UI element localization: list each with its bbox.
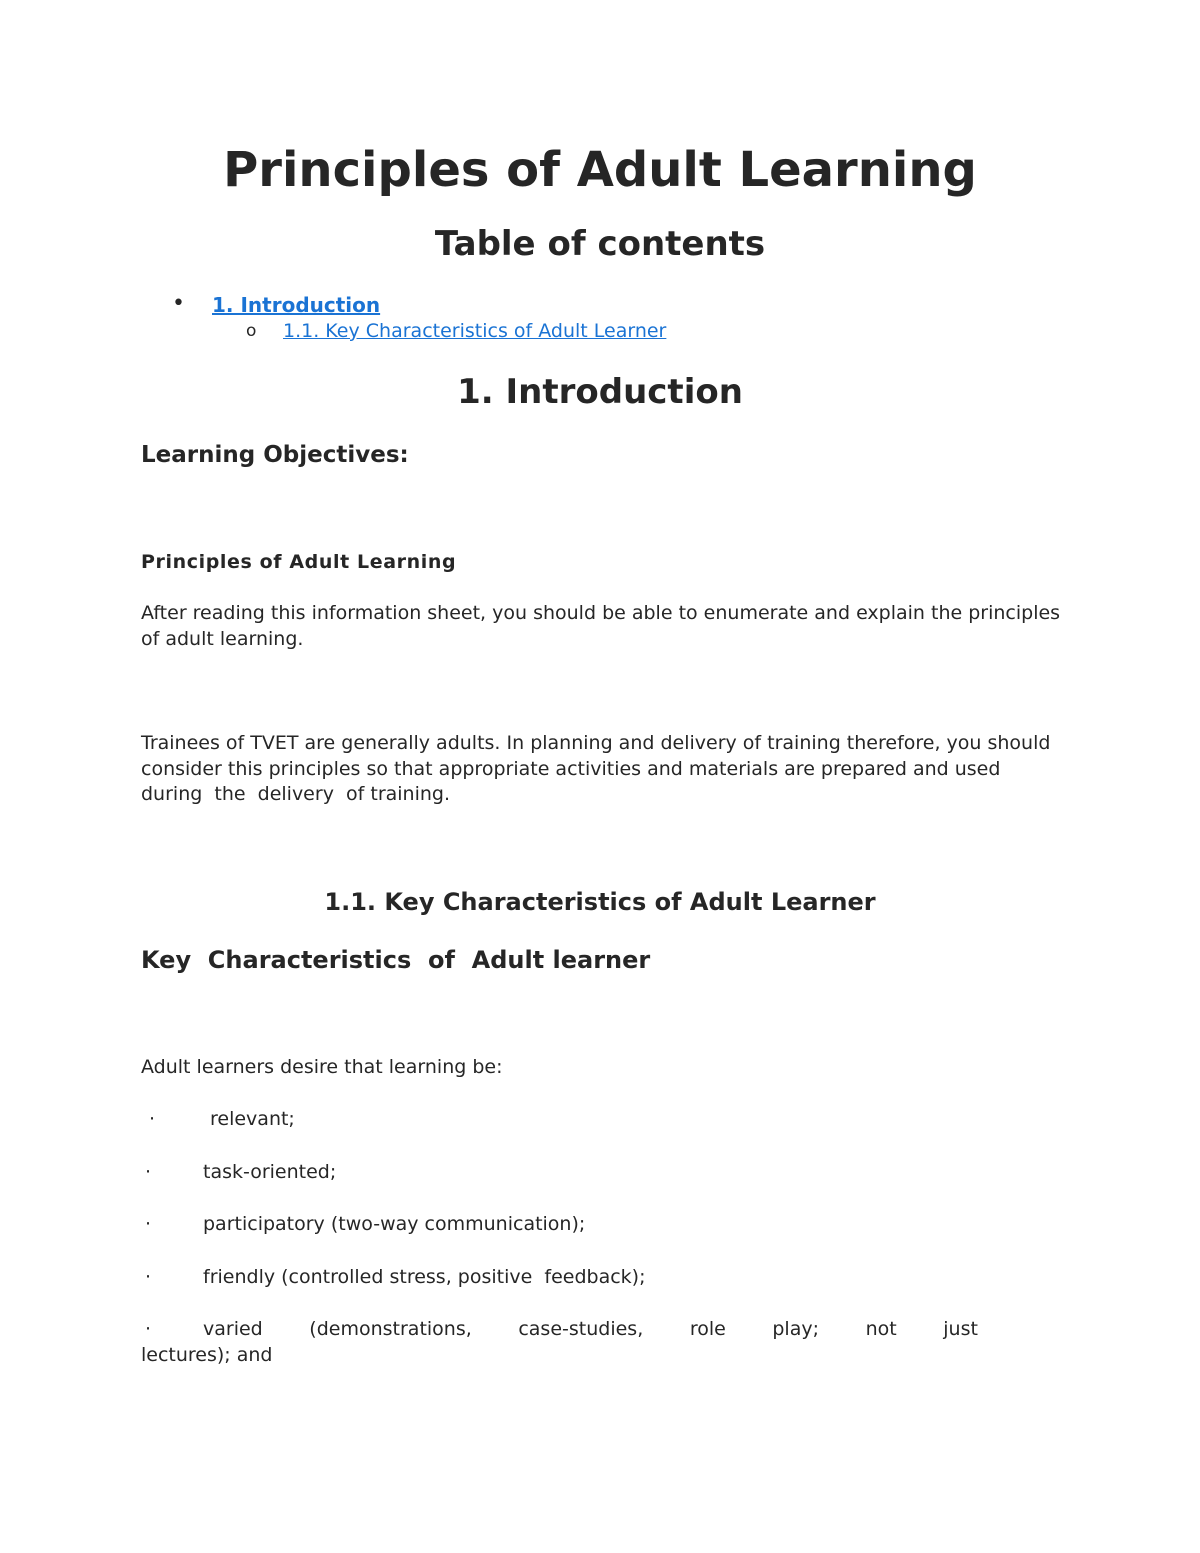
- word: case-studies,: [518, 1318, 644, 1340]
- bullet-icon: ·: [145, 1318, 152, 1340]
- list-item-text: participatory (two-way communication);: [203, 1213, 586, 1235]
- bullet-icon: ·: [149, 1108, 156, 1130]
- trainees-paragraph: Trainees of TVET are generally adults. In planning and delivery of training therefore, you should consider this principles so that appropriate activities and materials are prepared and used during the delivery of training.: [141, 732, 1057, 805]
- word: just: [943, 1318, 978, 1340]
- word: not: [865, 1318, 897, 1340]
- list-item-text-justified: [203, 1317, 978, 1342]
- word: (demonstrations,: [309, 1318, 472, 1340]
- toc-link-introduction[interactable]: 1. Introduction: [212, 293, 381, 317]
- bullet-icon: ·: [145, 1266, 152, 1288]
- objective-paragraph: After reading this information sheet, you should be able to enumerate and explain the principles of adult learning.: [141, 602, 1061, 650]
- list-item-text: relevant;: [210, 1108, 295, 1130]
- learning-objectives-heading: Learning Objectives:: [141, 442, 409, 468]
- bullet-icon: ·: [145, 1161, 152, 1183]
- word: play;: [772, 1318, 820, 1340]
- learners-desire-intro: Adult learners desire that learning be:: [141, 1056, 503, 1078]
- word: varied: [203, 1318, 263, 1340]
- section-heading-introduction: 1. Introduction: [457, 372, 743, 412]
- toc-link-key-characteristics[interactable]: 1.1. Key Characteristics of Adult Learner: [283, 320, 667, 342]
- toc-heading: Table of contents: [434, 224, 766, 264]
- principles-heading: Principles of Adult Learning: [141, 551, 457, 573]
- word: role: [689, 1318, 726, 1340]
- key-characteristics-subheading: Key Characteristics of Adult learner: [141, 946, 651, 974]
- list-item-continuation: lectures); and: [141, 1344, 273, 1366]
- toc-bullet-icon: •: [172, 291, 185, 316]
- toc-sub-bullet-icon: o: [246, 321, 257, 341]
- list-item-text: task-oriented;: [203, 1161, 337, 1183]
- document-title: Principles of Adult Learning: [223, 142, 977, 198]
- list-item-text: friendly (controlled stress, positive feedback);: [203, 1266, 646, 1288]
- section-heading-key-characteristics: 1.1. Key Characteristics of Adult Learner: [324, 888, 876, 916]
- bullet-icon: ·: [145, 1213, 152, 1235]
